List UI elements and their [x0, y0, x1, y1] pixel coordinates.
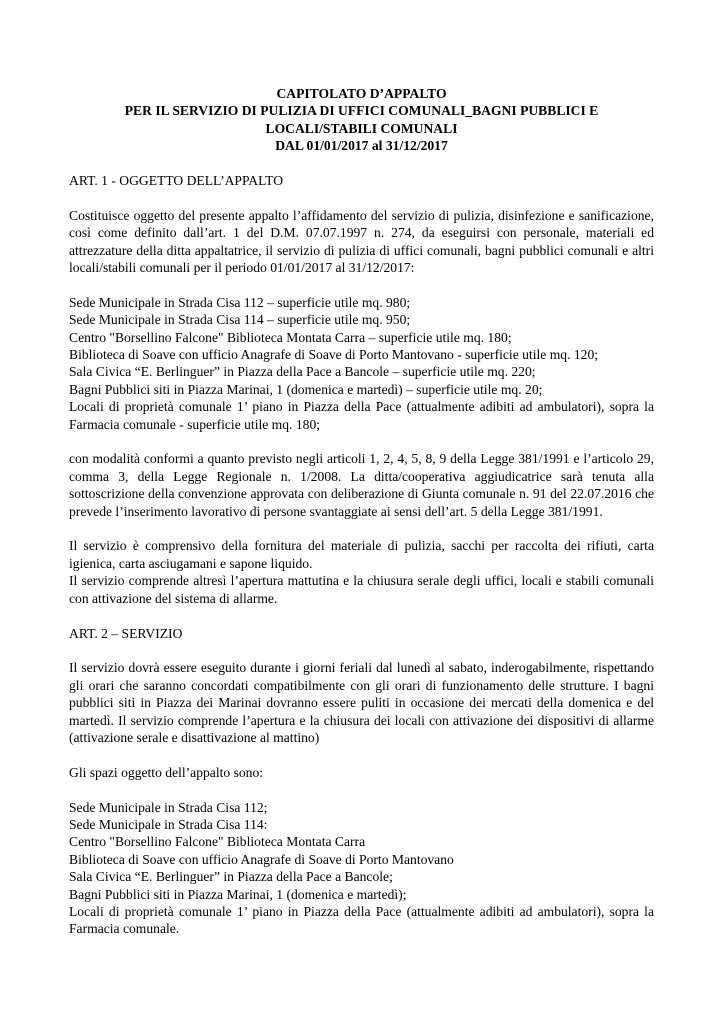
title-line-2: PER IL SERVIZIO DI PULIZIA DI UFFICI COMUNALI_BAGNI PUBBLICI E	[124, 103, 599, 119]
art1-heading: ART. 1 - OGGETTO DELL’APPALTO	[69, 173, 284, 189]
art2-spazi-list	[69, 799, 654, 903]
list-item: Centro "Borsellino Falcone" Biblioteca Montata Carra – superficie utile mq. 180;	[69, 329, 512, 345]
document-title	[69, 85, 654, 155]
list-item: Locali di proprietà comunale 1’ piano in Piazza della Pace (attualmente adibiti ad ambulatori), sopra la Farmacia comunale - superficie utile mq. 180;	[69, 399, 654, 432]
art1-sites-list	[69, 294, 654, 398]
list-item: Bagni Pubblici siti in Piazza Marinai, 1 (domenica e martedì) – superficie utile mq. 20;	[69, 381, 543, 397]
art2-spazi-intro: Gli spazi oggetto dell’appalto sono:	[69, 764, 264, 780]
list-item: Locali di proprietà comunale 1’ piano in Piazza della Pace (attualmente adibiti ad ambulatori), sopra la Farmacia comunale.	[69, 903, 654, 937]
art1-servizio-2: Il servizio comprende altresì l’apertura mattutina e la chiusura serale degli uffici, locali e stabili comunali con attivazione del sistema di allarme.	[69, 573, 654, 606]
list-item: Centro "Borsellino Falcone" Biblioteca Montata Carra	[69, 834, 366, 850]
art1-intro: Costituisce oggetto del presente appalto l’affidamento del servizio di pulizia, disinfezione e sanificazione, così come definito dall’art. 1 del D.M. 07.07.1997 n. 274, da eseguirsi con personale, materiali ed attrezzature della ditta appaltatrice, il servizio di pulizia di uffici comunali, bagni pubblici comunali e altri locali/stabili comunali per il periodo 01/01/2017 al 31/12/2017:	[69, 207, 654, 276]
list-item: Sala Civica “E. Berlinguer” in Piazza della Pace a Bancole – superficie utile mq. 220;	[69, 364, 536, 380]
art1-modalita: con modalità conformi a quanto previsto negli articoli 1, 2, 4, 5, 8, 9 della Legge 381/1991 e l’articolo 29, comma 3, della Legge Regionale n. 1/2008. La ditta/cooperativa aggiudicatrice sarà tenuta alla sottoscrizione della convenzione approvata con deliberazione di Giunta comunale n. 91 del 22.07.2016 che prevede l’inserimento lavorativo di persone svantaggiate ai sensi dell’art. 5 della Legge 381/1991.	[69, 451, 654, 519]
list-item: Biblioteca di Soave con ufficio Anagrafe di Soave di Porto Mantovano - superficie utile mq. 120;	[69, 347, 599, 363]
art2-heading: ART. 2 – SERVIZIO	[69, 625, 183, 641]
list-item: Sede Municipale in Strada Cisa 112 – superficie utile mq. 980;	[69, 294, 411, 310]
list-item: Bagni Pubblici siti in Piazza Marinai, 1 (domenica e martedì);	[69, 886, 407, 902]
list-item: Biblioteca di Soave con ufficio Anagrafe di Soave di Porto Mantovano	[69, 851, 454, 867]
art1-servizio-1: Il servizio è comprensivo della fornitura del materiale di pulizia, sacchi per raccolta dei rifiuti, carta igienica, carta asciugamani e sapone liquido.	[69, 538, 654, 571]
list-item: Sede Municipale in Strada Cisa 112;	[69, 799, 268, 815]
list-item: Sede Municipale in Strada Cisa 114:	[69, 816, 268, 832]
title-line-3: LOCALI/STABILI COMUNALI	[265, 120, 458, 136]
art2-body: Il servizio dovrà essere eseguito durante i giorni feriali dal lunedì al sabato, inderogabilmente, rispettando gli orari che saranno concordati compatibilmente con gli orari di funzionamento delle strutture. I bagni pubblici siti in Piazza dei Marinai dovranno essere puliti in occasione dei mercati della domenica e del martedì. Il servizio comprende l’apertura e la chiusura dei locali con attivazione dei dispositivi di allarme (attivazione serale e disattivazione al mattino)	[69, 660, 654, 745]
title-line-1: CAPITOLATO D’APPALTO	[276, 86, 447, 101]
list-item: Sede Municipale in Strada Cisa 114 – superficie utile mq. 950;	[69, 312, 411, 328]
document-page	[69, 85, 654, 938]
list-item: Sala Civica “E. Berlinguer” in Piazza della Pace a Bancole;	[69, 869, 393, 885]
title-line-4: DAL 01/01/2017 al 31/12/2017	[275, 138, 448, 154]
